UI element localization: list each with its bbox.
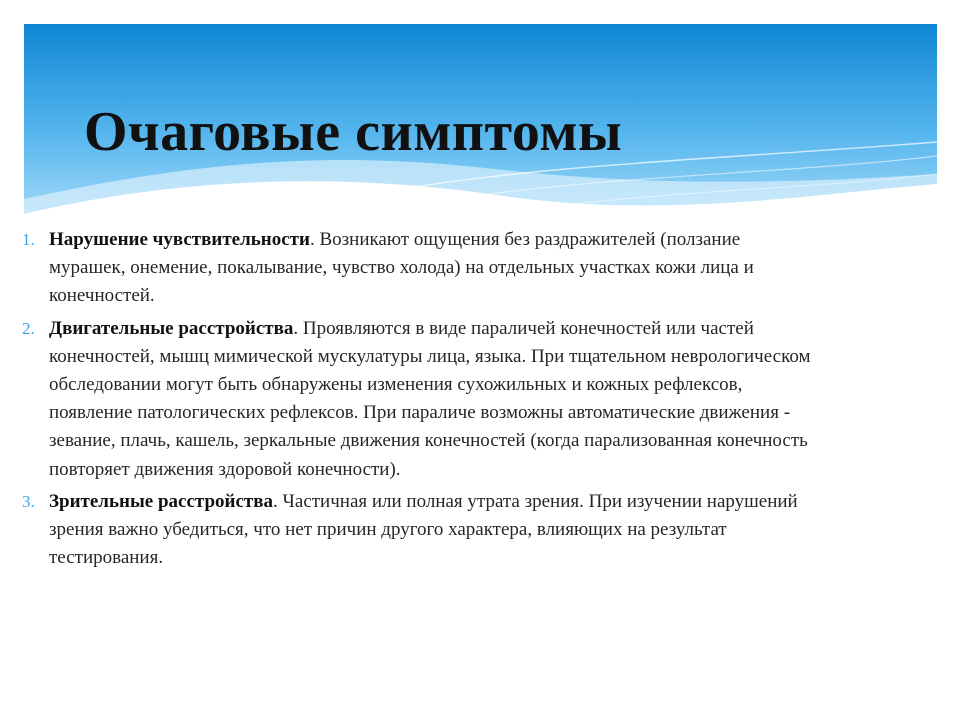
list-item-number: 1. <box>22 230 35 249</box>
list-item-text: . Проявляются в виде параличей конечностей или частей конечностей, мышц мимической мускулатуры лица, языка. При тщательном неврологическом обследовании могут быть обнаружены изменения сухожильных и кожных рефлексов, появление патологических рефлексов. При параличе возможны автоматические движения - зевание, плачь, кашель, зеркальные движения конечностей (когда парализованная конечность повторяет движения здоровой конечности). <box>49 317 811 480</box>
header-banner <box>24 24 937 224</box>
slide-content <box>22 226 812 576</box>
list-item-number: 3. <box>22 491 35 511</box>
list-item-text: . Возникают ощущения без раздражителей (ползание мурашек, онемение, покалывание, чувство холода) на отдельных участках кожи лица и конечностей. <box>49 229 754 307</box>
list-item <box>22 315 812 484</box>
list-item <box>22 226 812 311</box>
list-item-text: . Частичная или полная утрата зрения. При изучении нарушений зрения важно убедиться, что нет причин другого характера, влияющих на результат тестирования. <box>49 490 798 569</box>
slide-title: Очаговые симптомы <box>84 101 623 163</box>
list-item-term: Зрительные расстройства <box>49 490 274 512</box>
list-item-term: Двигательные расстройства <box>49 317 294 339</box>
list-item-number: 2. <box>22 318 35 338</box>
symptom-list <box>22 226 812 572</box>
list-item <box>22 488 812 573</box>
list-item-term: Нарушение чувствительности <box>49 229 310 250</box>
